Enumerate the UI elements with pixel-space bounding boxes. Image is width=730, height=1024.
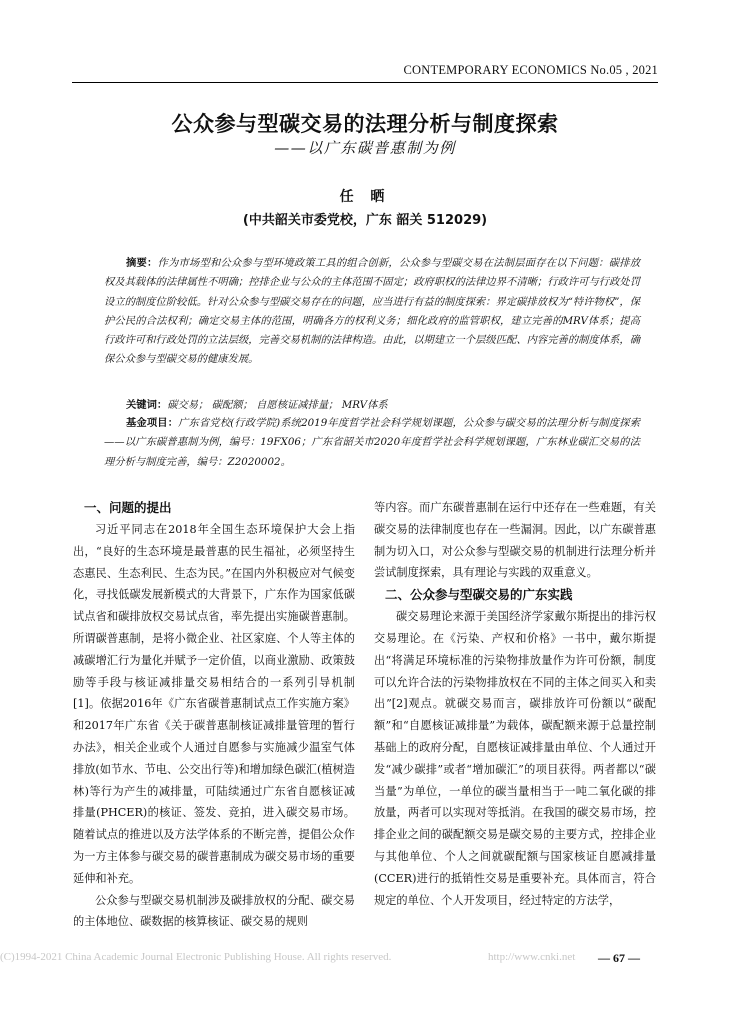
paragraph: 公众参与型碳交易机制涉及碳排放权的分配、碳交易的主体地位、碳数据的核算核证、碳交易的规则	[73, 893, 355, 929]
paragraph: 习近平同志在2018年全国生态环境保护大会上指出，“良好的生态环境是最普惠的民生福祉，必须坚持生态惠民、生态利民、生态为民。”在国内外积极应对气候变化，寻找低碳发展新模式的大背景下，广东作为国家低碳试点省和碳排放权交易试点省，率先提出实施碳普惠制。所谓碳普惠制，是将小微企业、社区家庭、个人等主体的减碳增汇行为量化并赋予一定价值，以商业激励、政策鼓励等手段与核证减排量交易相结合的一系列引导机制[1]。依据2016年《广东省碳普惠制试点工作实施方案》和2017年广东省《关于碳普惠制核证减排量管理的暂行办法》，相关企业或个人通过自愿参与实施减少温室气体排放(如节水、节电、公交出行等)和增加绿色碳汇(植树造林)等行为产生的减排量，可陆续通过广东省自愿核证减排量(PHCER)的核证、签发、竞拍，进入碳交易市场。随着试点的推进以及方法学体系的不断完善，提倡公众作为一方主体参与碳交易的碳普惠制成为碳交易市场的重要延伸和补充。	[73, 523, 355, 885]
keywords-text: 碳交易； 碳配额； 自愿核证减排量； MRV体系	[167, 399, 388, 411]
footer-url: http://www.cnki.net	[488, 951, 576, 963]
keywords-label: 关键词：	[126, 399, 168, 411]
fund-label: 基金项目：	[126, 417, 179, 429]
paragraph: 碳交易理论来源于美国经济学家戴尔斯提出的排污权交易理论。在《污染、产权和价格》一书中，戴尔斯提出“将满足环境标准的污染物排放量作为许可份额，制度可以允许合法的污染物排放权在不同的主体之间买入和卖出”[2]观点。就碳交易而言，碳排放许可份额以“碳配额”和“自愿核证减排量”为载体，碳配额来源于总量控制基础上的政府分配，自愿核证减排量由单位、个人通过开发“减少碳排”或者“增加碳汇”的项目获得。两者都以“碳当量”为单位，一单位的碳当量相当于一吨二氧化碳的排放量，两者可以实现对等抵消。在我国的碳交易市场，控排企业之间的碳配额交易是碳交易的主要方式，控排企业与其他单位、个人之间就碳配额与国家核证自愿减排量(CCER)进行的抵销性交易是重要补充。具体而言，符合规定的单位、个人开发项目，经过特定的方法学，	[374, 610, 656, 907]
fund-text: 广东省党校(行政学院)系统2019年度哲学社会科学规划课题，公众参与碳交易的法理分析与制度探索——以广东碳普惠制为例，编号：19FX06；广东省韶关市2020年度哲学社会科学规划课题，广东林业碳汇交易的法理分析与制度完善，编号：Z2020002。	[104, 417, 640, 468]
body-left-column	[73, 497, 355, 933]
section-heading-1: 一、问题的提出	[84, 500, 172, 515]
abstract-label: 摘要：	[126, 257, 158, 269]
section-heading-2: 二、公众参与型碳交易的广东实践	[385, 587, 573, 603]
article-subtitle: ——以广东碳普惠制为例	[274, 139, 456, 157]
abstract	[104, 254, 640, 370]
fund-info	[104, 414, 640, 472]
author-affiliation: (中共韶关市委党校，广东 韶关 512029)	[242, 213, 488, 228]
body-right-column	[374, 497, 656, 911]
author-name: 任 晒	[339, 189, 391, 205]
keywords	[104, 396, 640, 415]
paragraph: 等内容。而广东碳普惠制在运行中还存在一些难题，有关碳交易的法律制度也存在一些漏洞。因此，以广东碳普惠制为切入口，对公众参与型碳交易的机制进行法理分析并尝试制度探索，具有理论与实践的双重意义。	[374, 501, 656, 580]
journal-header: CONTEMPORARY ECONOMICS No.05 , 2021	[403, 63, 658, 77]
article-title: 公众参与型碳交易的法理分析与制度探索	[171, 111, 559, 136]
header-rule	[72, 82, 658, 83]
page-number: — 67 —	[598, 951, 640, 965]
copyright-notice: (C)1994-2021 China Academic Journal Electronic Publishing House. All rights reserved.	[0, 951, 392, 963]
abstract-text: 作为市场型和公众参与型环境政策工具的组合创新，公众参与型碳交易在法制层面存在以下问题：碳排放权及其载体的法律属性不明确；控排企业与公众的主体范围不固定；政府职权的法律边界不清晰；行政许可与行政处罚设立的制度位阶较低。针对公众参与型碳交易存在的问题，应当进行有益的制度探索：界定碳排放权为“特许物权”，保护公民的合法权利；确定交易主体的范围，明确各方的权利义务；细化政府的监管职权，建立完善的MRV体系；提高行政许可和行政处罚的立法层级，完善交易机制的法律构造。由此，以期建立一个层级匹配、内容完善的制度体系，确保公众参与型碳交易的健康发展。	[104, 257, 641, 366]
